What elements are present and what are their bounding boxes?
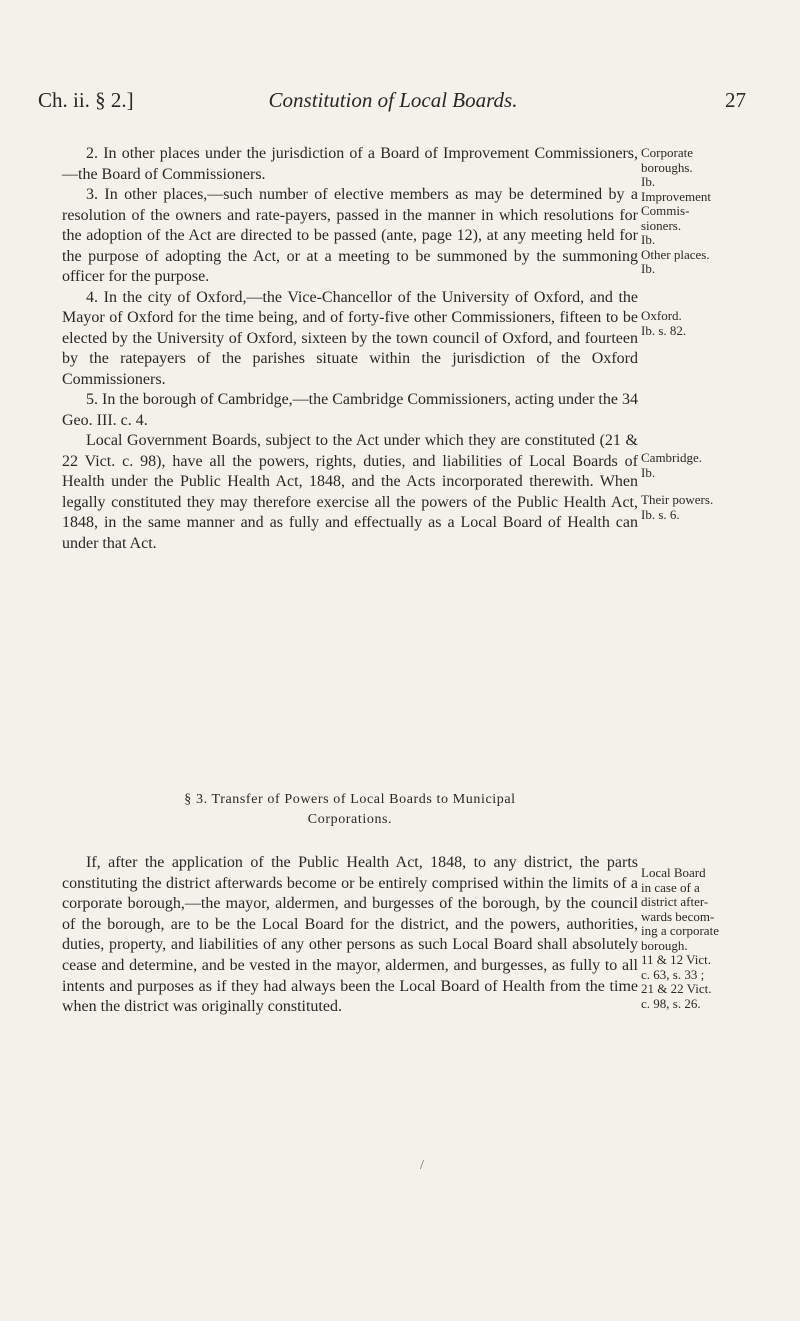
running-header [38,88,748,118]
paragraph-5: 5. In the borough of Cambridge,—the Cambridge Commissioners, acting under the 34 Geo. III. c. 4. [62,391,638,429]
section-heading-line-1: § 3. Transfer of Powers of Local Boards to Municipal [184,792,516,807]
paragraph-3: 3. In other places,—such number of elective members as may be determined by a resolution of the owners and rate-payers, passed in the manner in which resolutions for the adoption of the Act are directed to be passed (ante, page 12), at any meeting held for the purpose of adopting the Act, or at a meeting to be summoned by the summoning officer for the purpose. [62,186,638,285]
section-heading [62,790,638,830]
paragraph-2: 2. In other places under the jurisdiction of a Board of Improvement Commissioners,—the Board of Commissioners. [62,145,638,183]
section-3-paragraph: If, after the application of the Public Health Act, 1848, to any district, the parts constituting the district afterwards become or be entirely comprised within the limits of a corporate borough,—the mayor, aldermen, and burgesses of the borough, by the council of the borough, are to be the Local Board for the district, and the powers, authorities, duties, property, and liabilities of any other persons as such Local Board shall absolutely cease and determine, and be vested in the mayor, aldermen, and burgesses, as fully to all intents and purposes as if they had always been the Local Board of Health from the time when the district was originally constituted. [62,854,638,1016]
paragraph-local-government-boards: Local Government Boards, subject to the Act under which they are constituted (21 & 22 Vict. c. 98), have all the powers, rights, duties, and liabilities of Local Boards of Health under the Public Health Act, 1848, and the Acts incorporated therewith. When legally constituted they may therefore exercise all the powers of the Public Health Act, 1848, in the same manner and as fully and effectually as a Local Board of Health can under that Act. [62,432,638,552]
statute-ref-1: 11 & 12 Vict. [641,952,711,967]
statute-ref-2: c. 63, s. 33 ; [641,966,705,982]
statute-ref-3: 21 & 22 Vict. [641,981,712,996]
statute-ref-4: c. 98, s. 26. [641,995,701,1011]
section-3-text [62,853,638,1018]
paragraph-4: 4. In the city of Oxford,—the Vice-Chancellor of the University of Oxford, and the Mayor of Oxford for the time being, and of forty-five other Commissioners, fifteen to be elected by the University of Oxford, sixteen by the town council of Oxford, and fourteen by the ratepayers of the parishes situate within the jurisdiction of the Oxford Commissioners. [62,288,638,388]
stray-mark: / [420,1158,424,1173]
main-text-block [62,144,638,554]
side-note-local-board: Local Board in case of a district after- wards becom- ing a corporate borough. 11 & 12 Vict. c. 63, s. 33 ; 21 & 22 Vict. c. 98, s. 26. [641,866,753,1011]
side-note-cambridge: Cambridge. Ib. [641,450,703,480]
side-note-their-powers: Their powers. Ib. s. 6. [641,492,714,522]
page-number: 27 [725,88,746,112]
side-note-oxford: Oxford. Ib. s. 82. [641,308,687,338]
side-note-ib: Ib. [641,174,656,189]
section-heading-line-2: Corporations. [307,812,393,827]
running-title: Constitution of Local Boards. [268,88,518,112]
chapter-reference: Ch. ii. § 2.] [38,88,134,112]
side-note-corporate-boroughs: Corporate boroughs. Ib. Improvement Commis- sioners. Ib. Other places. Ib. [641,146,753,277]
